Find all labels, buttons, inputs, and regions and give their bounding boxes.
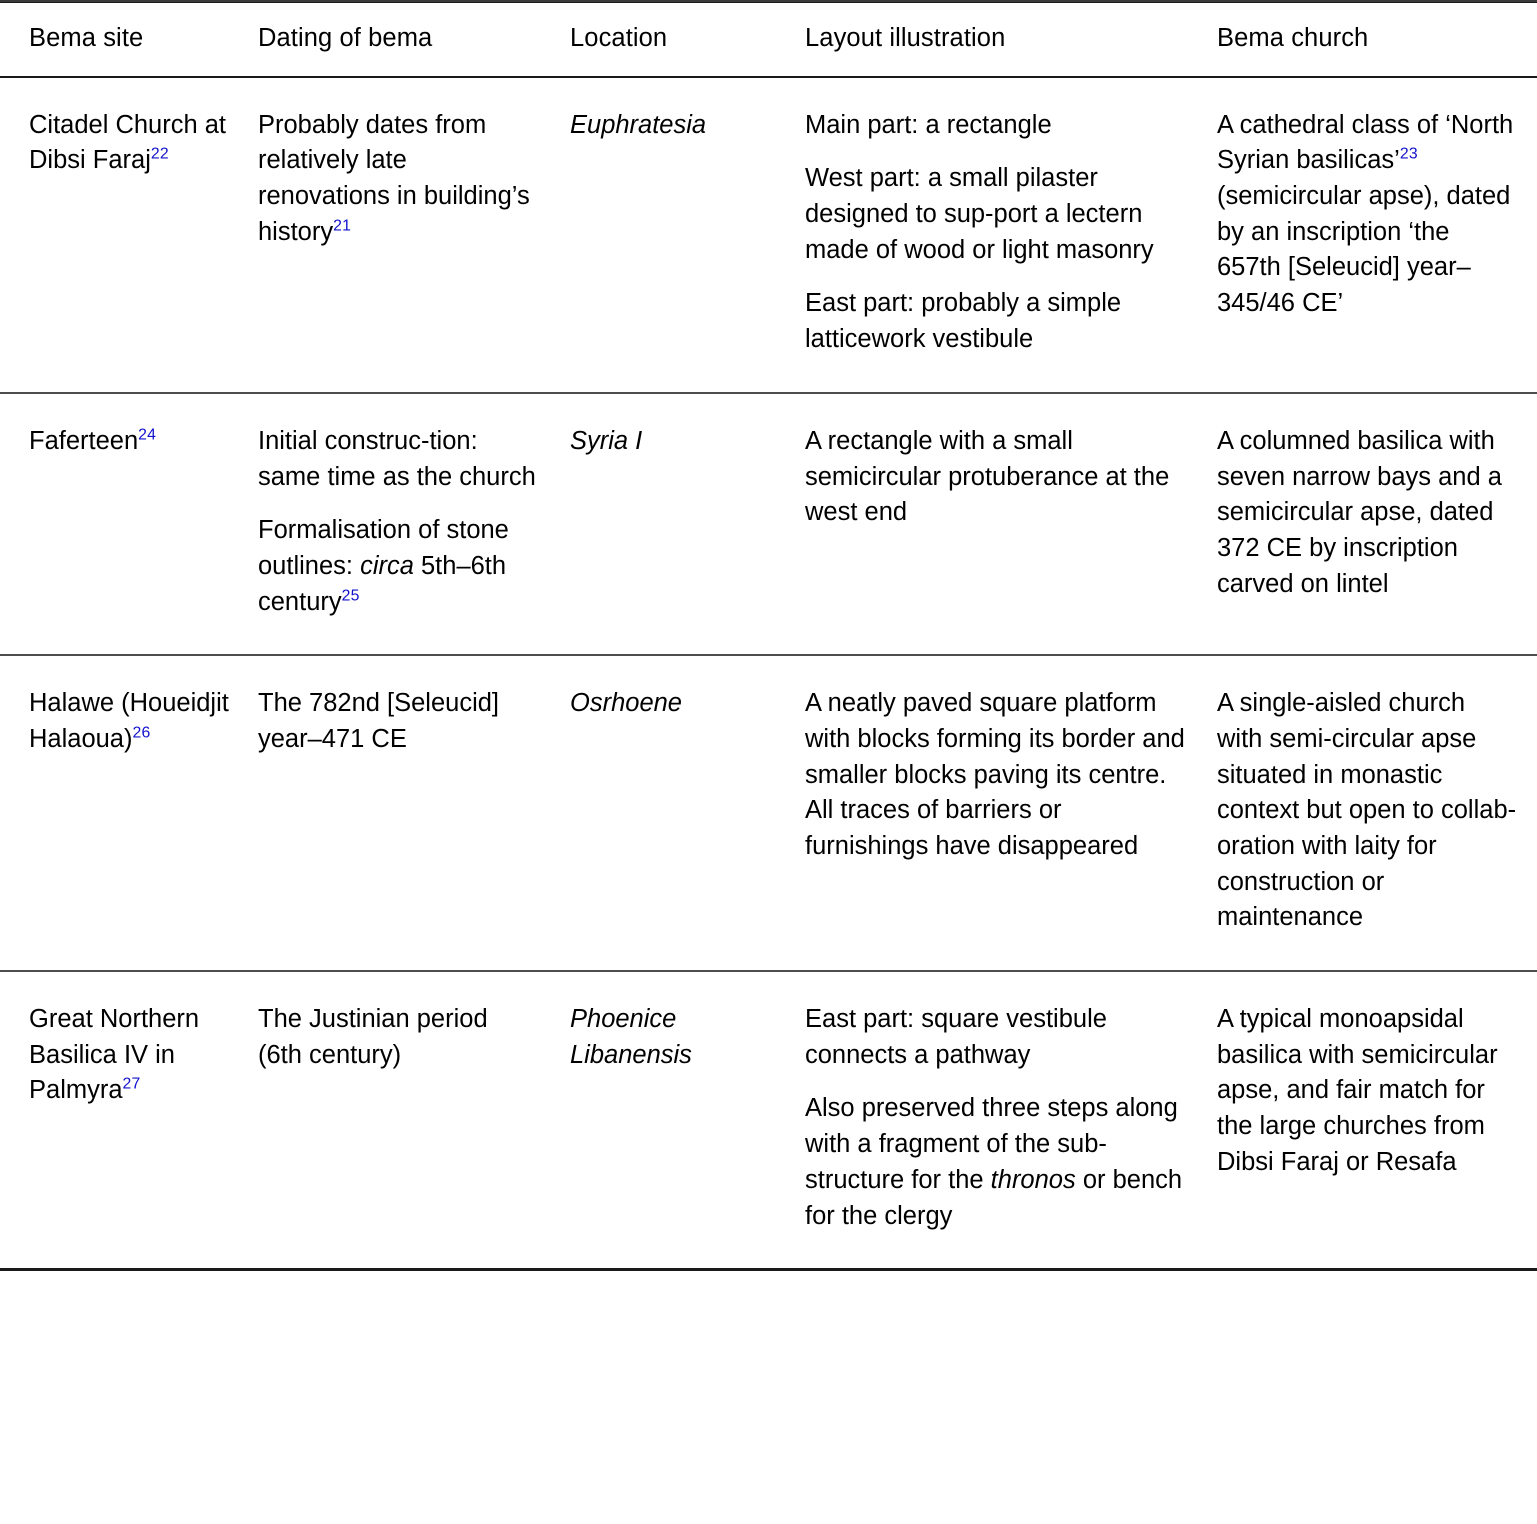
cell-bema-site (0, 971, 258, 1270)
reference-superscript[interactable]: 24 (138, 426, 157, 444)
dating-paragraph: The 782nd [Seleucid] year–471 CE (258, 689, 500, 753)
bema-site-text: Faferteen$^{24}$ (29, 426, 157, 455)
location-text: Osrhoene (570, 689, 682, 718)
layout-paragraph: Main part: a rectangle (805, 110, 1052, 139)
cell-bema-church (1217, 655, 1537, 971)
reference-superscript[interactable]: 27 (122, 1075, 141, 1093)
bema-church-paragraph: A typical monoapsidal basilica with semicircular apse, and fair match for the large churches from Dibsi Faraj or Resafa (1217, 1005, 1498, 1176)
bema-site-text: Citadel Church at Dibsi Faraj$^{22}$ (29, 110, 227, 175)
reference-superscript[interactable]: 26 (132, 724, 151, 742)
cell-location (570, 393, 805, 655)
bema-church-paragraph: A columned basilica with seven narrow bays and a semicircular apse, dated 372 CE by inscription carved on lintel (1217, 426, 1502, 598)
reference-superscript[interactable]: 22 (150, 145, 169, 163)
layout-paragraph-italic-term: thronos (990, 1165, 1076, 1194)
cell-bema-site (0, 393, 258, 655)
dating-paragraph: Formalisation of stone outlines: circa 5th–6th century$^{25}$ (258, 516, 509, 616)
layout-paragraph: Also preserved three steps along with a fragment of the sub-structure for the thronos or bench for the clergy (805, 1094, 1183, 1230)
bema-church-paragraph: A single-aisled church with semi-circular apse situated in monastic context but open to collab-oration with laity for construction or maintenance (1217, 689, 1517, 932)
cell-location (570, 971, 805, 1270)
cell-layout-illustration (805, 77, 1217, 393)
table-row (0, 393, 1537, 655)
location-text: Phoenice Libanensis (570, 1005, 692, 1069)
bema-church-paragraph: A cathedral class of ‘North Syrian basilicas’$^{23}$ (semicircular apse), dated by an inscription ‘the 657th [Seleucid] year–345/46 CE’ (1217, 110, 1514, 318)
cell-layout-illustration (805, 393, 1217, 655)
cell-bema-site (0, 655, 258, 971)
cell-bema-church (1217, 971, 1537, 1270)
column-header-location: Location (570, 24, 668, 52)
bema-site-text: Halawe (Houeidjit Halaoua)$^{26}$ (29, 689, 229, 753)
bema-site-text: Great Northern Basilica IV in Palmyra$^{27}$ (29, 1005, 200, 1105)
dating-paragraph: Initial construc-tion: same time as the church (258, 426, 536, 491)
cell-layout-illustration (805, 971, 1217, 1270)
column-header-bema-site: Bema site (29, 24, 144, 52)
layout-paragraph: West part: a small pilaster designed to sup-port a lectern made of wood or light masonry (805, 164, 1154, 264)
dating-paragraph-italic-term: circa (360, 551, 414, 580)
table-top-rule (0, 0, 1537, 2)
table-row (0, 77, 1537, 393)
header-row (0, 2, 1537, 77)
table-row (0, 971, 1537, 1270)
cell-bema-church (1217, 393, 1537, 655)
dating-paragraph: Probably dates from relatively late renovations in building’s history$^{21}$ (258, 110, 530, 246)
layout-paragraph: A neatly paved square platform with blocks forming its border and smaller blocks paving its centre. All traces of barriers or furnishings have disappeared (805, 689, 1185, 860)
cell-dating-of-bema (258, 971, 570, 1270)
table-body (0, 77, 1537, 1270)
location-text: Euphratesia (570, 110, 707, 139)
cell-dating-of-bema (258, 655, 570, 971)
cell-dating-of-bema (258, 77, 570, 393)
column-header-layout-illustration: Layout illustration (805, 24, 1006, 52)
cell-layout-illustration (805, 655, 1217, 971)
reference-superscript[interactable]: 21 (333, 217, 352, 235)
cell-location (570, 77, 805, 393)
location-text: Syria I (570, 426, 643, 455)
cell-location (570, 655, 805, 971)
column-header-bema-church: Bema church (1217, 24, 1369, 52)
layout-paragraph: A rectangle with a small semicircular protuberance at the west end (805, 426, 1170, 527)
table-header (0, 2, 1537, 77)
reference-superscript[interactable]: 25 (341, 587, 360, 605)
reference-superscript[interactable]: 23 (1399, 145, 1418, 163)
cell-bema-site (0, 77, 258, 393)
layout-paragraph: East part: square vestibule connects a pathway (805, 1005, 1107, 1069)
cell-bema-church (1217, 77, 1537, 393)
layout-paragraph: East part: probably a simple latticework vestibule (805, 289, 1122, 354)
cell-dating-of-bema (258, 393, 570, 655)
dating-paragraph: The Justinian period (6th century) (258, 1005, 488, 1069)
table-row (0, 655, 1537, 971)
column-header-dating-of-bema: Dating of bema (258, 24, 433, 52)
